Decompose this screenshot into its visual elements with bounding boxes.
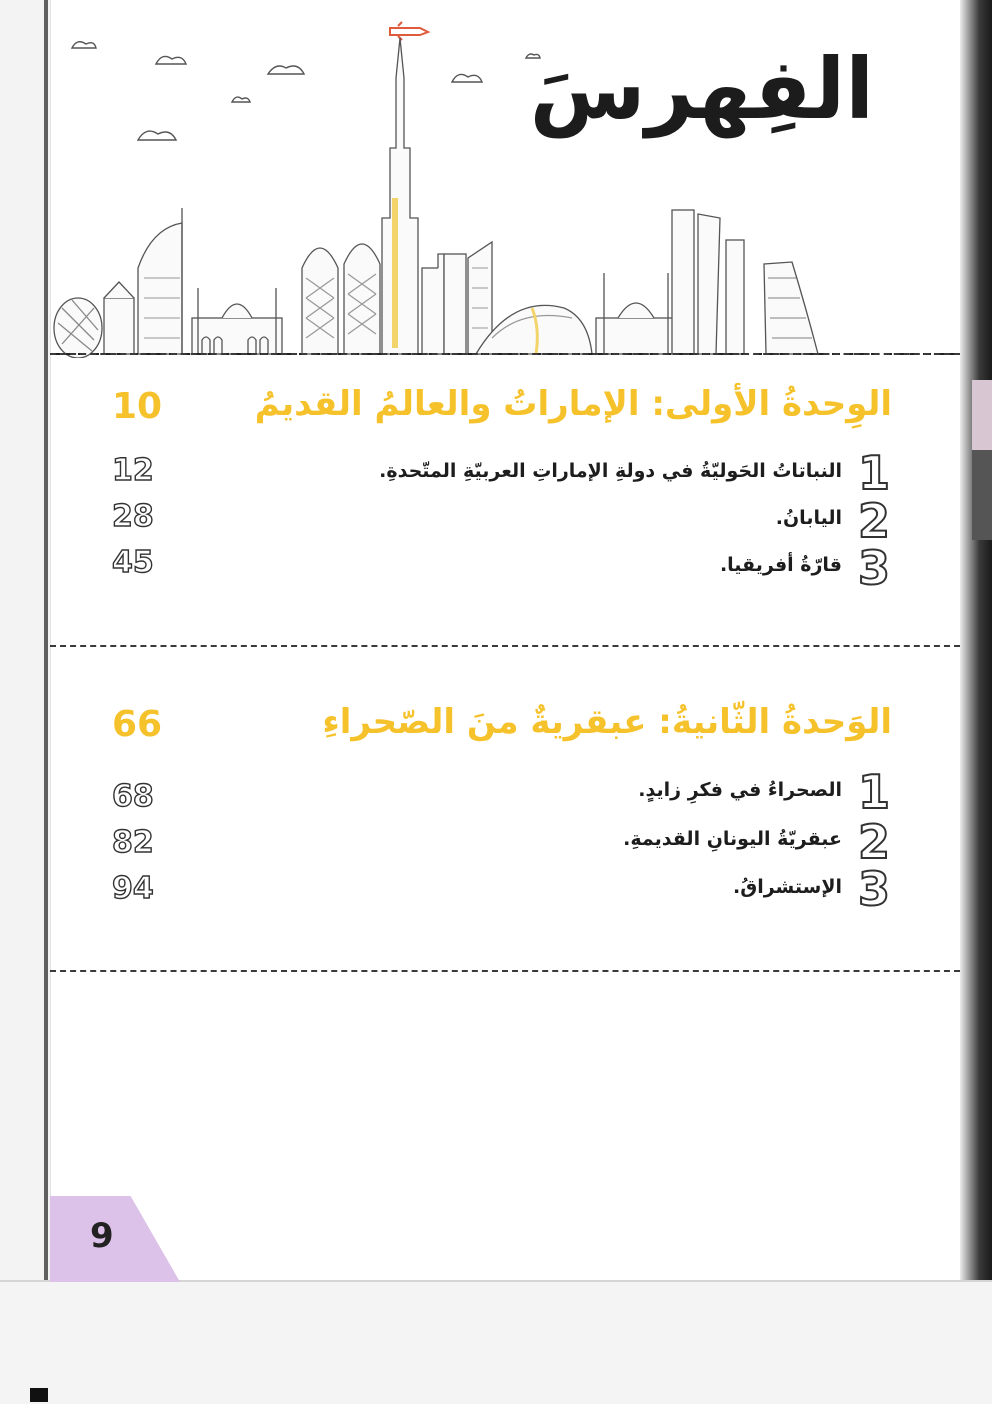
cloud-icon [232, 97, 250, 102]
unit-1-lesson-2-page: 28 [112, 499, 154, 534]
edge-tab-mark-dark [972, 450, 992, 540]
divider-top [50, 353, 960, 355]
cloud-icon [72, 42, 96, 48]
cloud-icon [452, 74, 482, 82]
cloud-icon [138, 131, 176, 140]
unit-2-lesson-3-title[interactable]: الإستشراقُ. [733, 876, 842, 898]
airplane-icon [390, 22, 428, 40]
page-left-margin [0, 0, 51, 1402]
unit-1-lesson-3-title[interactable]: قارّةُ أفريقيا. [719, 554, 842, 576]
tall-tower [672, 210, 694, 354]
divider-bottom [50, 970, 960, 972]
page-number-tab [50, 1196, 180, 1282]
book-binding [44, 0, 48, 1402]
lattice-tower [302, 248, 338, 354]
unit-2-lesson-3-page: 94 [112, 871, 154, 906]
next-page-edge [0, 1280, 992, 1404]
unit-1-lesson-1-number: 1 [857, 446, 890, 500]
divider-middle [50, 645, 960, 647]
unit-1-lesson-1-page: 12 [112, 453, 154, 488]
unit-1-lesson-2-title[interactable]: اليابانُ. [775, 507, 842, 529]
unit-1-lesson-3-page: 45 [112, 545, 154, 580]
unit-2-title: الوَحدةُ الثّانيةُ: عبقريةٌ منَ الصّحراءِ [322, 702, 892, 742]
scan-mark [30, 1388, 48, 1402]
edge-tab-mark [972, 380, 992, 450]
unit-2-lesson-1-title[interactable]: الصحراءُ في فكرِ زايدٍ. [638, 779, 842, 801]
page-right-edge [960, 0, 992, 1402]
unit-1-title: الوِحدةُ الأولى: الإماراتُ والعالمُ القديمُ [254, 384, 892, 424]
unit-1-page: 10 [112, 386, 163, 427]
unit-1-lesson-2-number: 2 [857, 494, 890, 548]
unit-1-lesson-1-title[interactable]: النباتاتُ الحَوليّةُ في دولةِ الإماراتِ العربيّةِ المتّحدةِ. [379, 460, 842, 482]
unit-2-lesson-2-page: 82 [112, 825, 154, 860]
cloud-icon [156, 56, 186, 64]
unit-2-lesson-2-title[interactable]: عبقريّةُ اليونانِ القديمةِ. [623, 828, 842, 850]
sail-tower [138, 223, 182, 354]
burj-tower [382, 38, 418, 354]
leaning-tower [764, 262, 818, 354]
page-title: الفِهرسَ [529, 40, 874, 138]
unit-2-lesson-1-page: 68 [112, 779, 154, 814]
cloud-icon [268, 66, 304, 74]
unit-2-lesson-3-number: 3 [857, 862, 890, 916]
page-number: 9 [90, 1216, 114, 1256]
unit-2-lesson-1-number: 1 [857, 765, 890, 819]
lattice-tower [344, 244, 380, 354]
unit-2-lesson-2-number: 2 [857, 815, 890, 869]
unit-2-page: 66 [112, 704, 163, 745]
unit-1-lesson-3-number: 3 [857, 541, 890, 595]
